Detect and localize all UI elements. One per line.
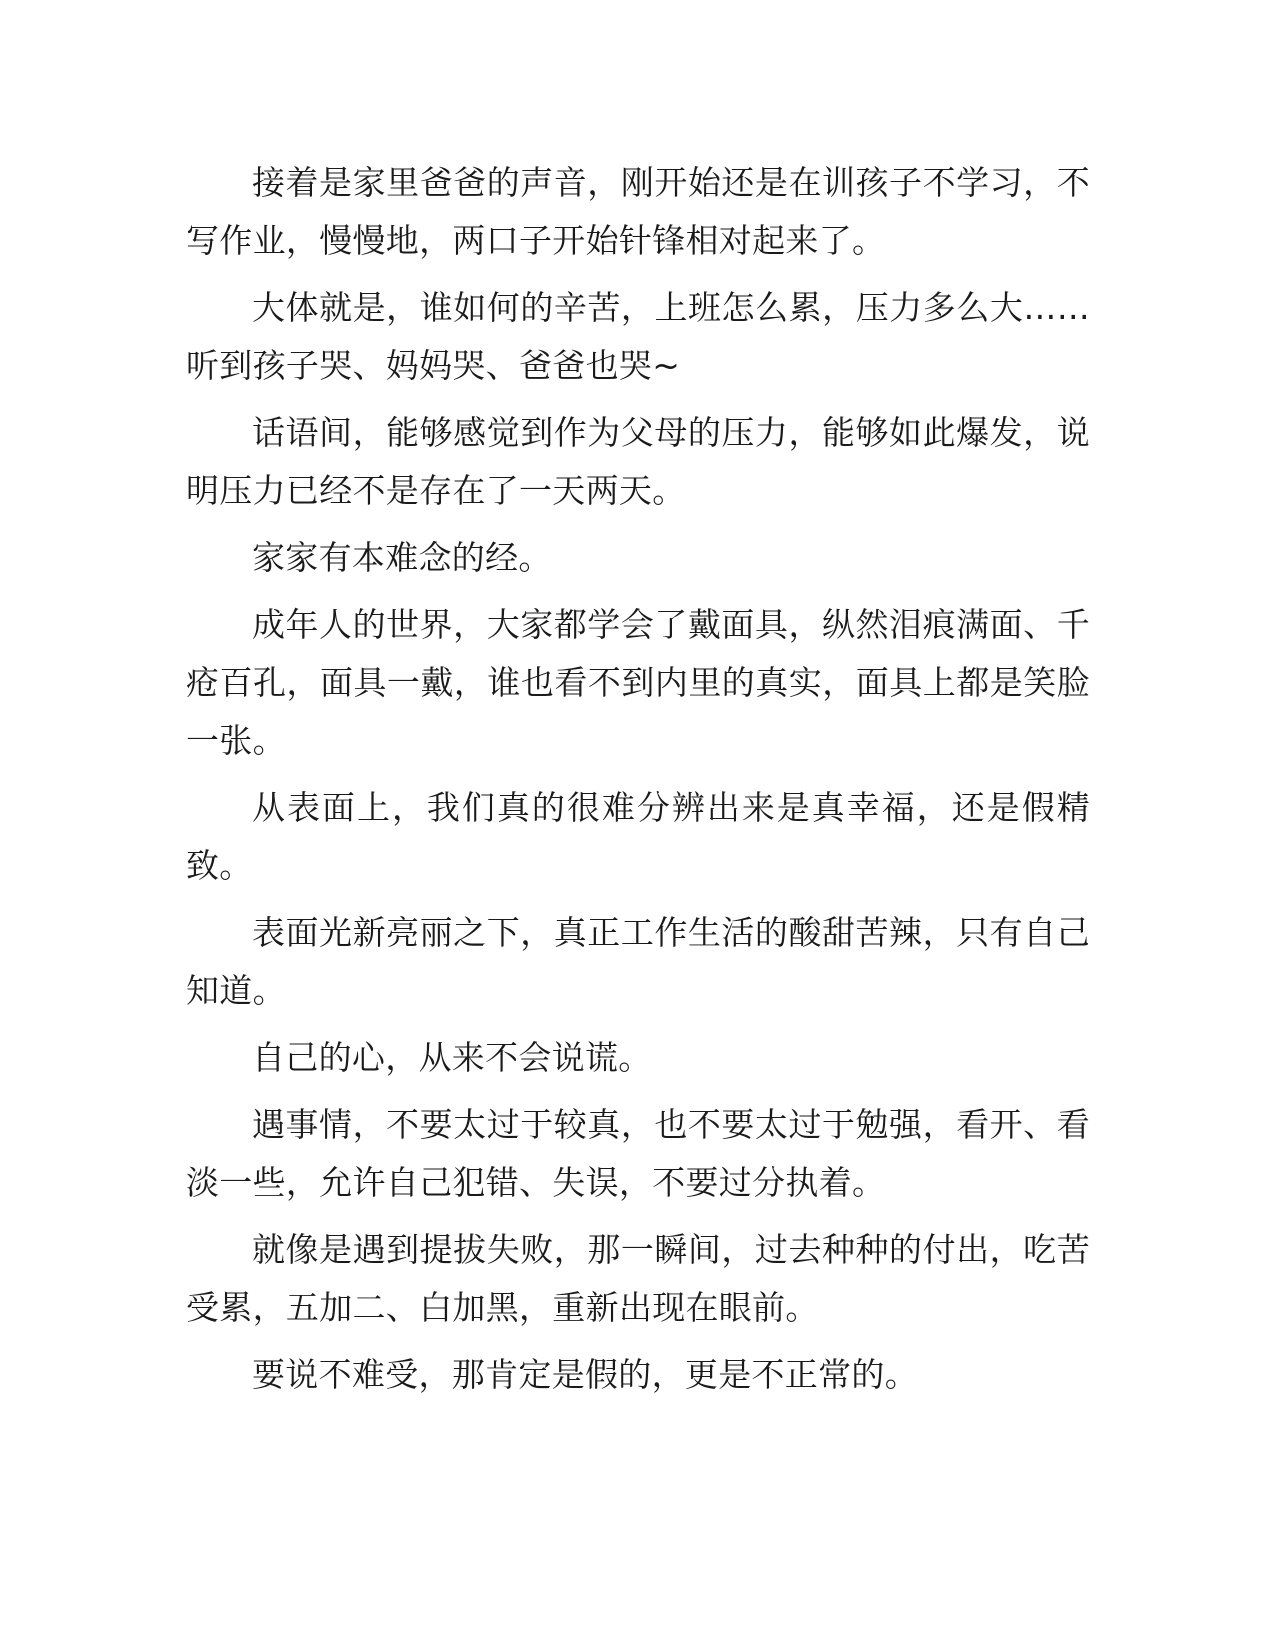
paragraph: 要说不难受，那肯定是假的，更是不正常的。 [252,1355,918,1394]
paragraph: 成年人的世界，大家都学会了戴面具，纵然泪痕满面、千疮百孔，面具一戴，谁也看不到内里的真实，面具上都是笑脸一张。 [186,605,1090,760]
paragraph: 大体就是，谁如何的辛苦，上班怎么累，压力多么大……听到孩子哭、妈妈哭、爸爸也哭~ [186,288,1090,385]
paragraph: 就像是遇到提拔失败，那一瞬间，过去种种的付出，吃苦受累，五加二、白加黑，重新出现在眼前。 [186,1230,1090,1327]
paragraph: 遇事情，不要太过于较真，也不要太过于勉强，看开、看淡一些，允许自己犯错、失误，不要过分执着。 [186,1105,1090,1202]
paragraph: 自己的心，从来不会说谎。 [252,1038,652,1077]
paragraph: 从表面上，我们真的很难分辨出来是真幸福，还是假精致。 [186,788,1090,885]
paragraph: 表面光新亮丽之下，真正工作生活的酸甜苦辣，只有自己知道。 [186,913,1090,1010]
document-body [186,154,1090,1413]
paragraph: 接着是家里爸爸的声音，刚开始还是在训孩子不学习，不写作业，慢慢地，两口子开始针锋相对起来了。 [186,163,1090,260]
paragraph: 家家有本难念的经。 [252,538,552,577]
paragraph: 话语间，能够感觉到作为父母的压力，能够如此爆发，说明压力已经不是存在了一天两天。 [186,413,1090,510]
